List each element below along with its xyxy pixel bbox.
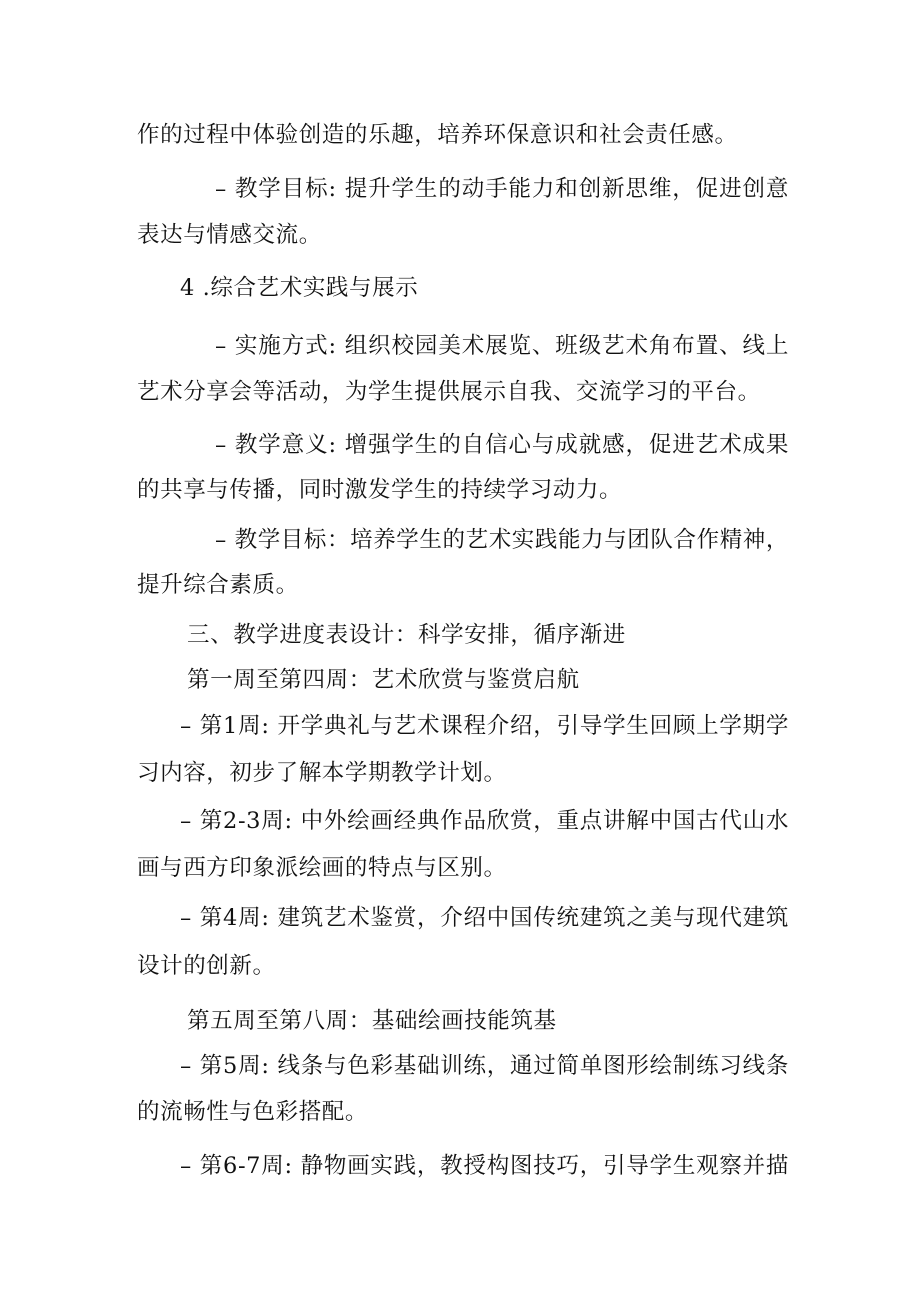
paragraph-line: – 实施方式: 组织校园美术展览、班级艺术角布置、线上 — [215, 333, 789, 359]
paragraph-line: – 教学意义: 增强学生的自信心与成就感，促进艺术成果 — [215, 432, 789, 458]
paragraph-line: 提升综合素质。 — [137, 572, 299, 598]
paragraph-line: – 教学目标: 提升学生的动手能力和创新思维，促进创意 — [215, 176, 789, 202]
paragraph-line: – 教学目标：培养学生的艺术实践能力与团队合作精神， — [215, 527, 790, 553]
paragraph-line: 习内容，初步了解本学期教学计划。 — [137, 760, 507, 786]
paragraph-line: 设计的创新。 — [137, 953, 276, 979]
section-heading: 4 .综合艺术实践与展示 — [180, 275, 419, 301]
paragraph-line: 的共享与传播，同时激发学生的持续学习动力。 — [137, 477, 623, 503]
paragraph-line: 画与西方印象派绘画的特点与区别。 — [137, 855, 507, 881]
section-heading: 三、教学进度表设计：科学安排，循序渐进 — [187, 622, 626, 648]
paragraph-line: – 第4周: 建筑艺术鉴赏，介绍中国传统建筑之美与现代建筑 — [180, 905, 789, 931]
paragraph-line: 表达与情感交流。 — [137, 222, 322, 248]
paragraph-line: 作的过程中体验创造的乐趣，培养环保意识和社会责任感。 — [137, 122, 738, 148]
subsection-heading: 第五周至第八周：基础绘画技能筑基 — [187, 1008, 557, 1034]
paragraph-line: – 第6-7周: 静物画实践，教授构图技巧，引导学生观察并描 — [180, 1153, 789, 1179]
paragraph-line: – 第2-3周: 中外绘画经典作品欣赏，重点讲解中国古代山水 — [180, 808, 789, 834]
paragraph-line: – 第5周: 线条与色彩基础训练，通过简单图形绘制练习线条 — [180, 1053, 789, 1079]
paragraph-line: 艺术分享会等活动，为学生提供展示自我、交流学习的平台。 — [137, 379, 761, 405]
paragraph-line: 的流畅性与色彩搭配。 — [137, 1099, 369, 1125]
paragraph-line: – 第1周: 开学典礼与艺术课程介绍，引导学生回顾上学期学 — [180, 713, 789, 739]
subsection-heading: 第一周至第四周：艺术欣赏与鉴赏启航 — [187, 667, 580, 693]
